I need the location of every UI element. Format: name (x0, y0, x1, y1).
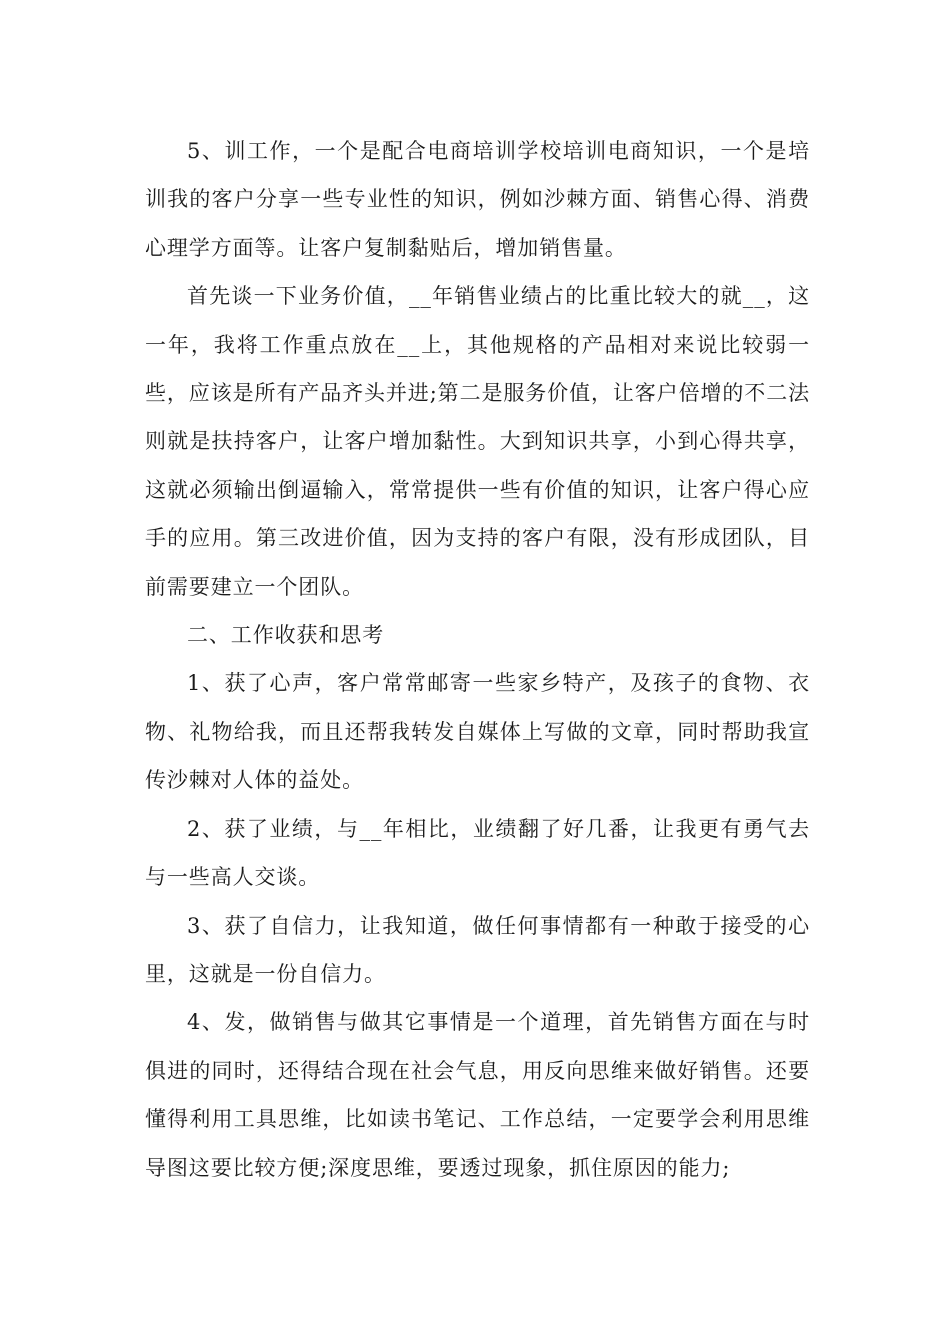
paragraph-training-work: 5、训工作，一个是配合电商培训学校培训电商知识，一个是培训我的客户分享一些专业性的知识，例如沙棘方面、销售心得、消费心理学方面等。让客户复制黏贴后，增加销售量。 (145, 139, 810, 260)
section-heading-gains: 二、工作收获和思考 (187, 623, 385, 648)
paragraph-gain-performance: 2、获了业绩，与__年相比，业绩翻了好几番，让我更有勇气去与一些高人交谈。 (145, 816, 810, 890)
paragraph-gain-voice: 1、获了心声，客户常常邮寄一些家乡特产，及孩子的食物、衣物、礼物给我，而且还帮我转发自媒体上写做的文章，同时帮助我宣传沙棘对人体的益处。 (145, 671, 810, 793)
paragraph-gain-confidence: 3、获了自信力，让我知道，做任何事情都有一种敢于接受的心里，这就是一份自信力。 (145, 913, 810, 986)
paragraph-business-value: 首先谈一下业务价值，__年销售业绩占的比重比较大的就__，这一年，我将工作重点放在__上，其他规格的产品相对来说比较弱一些，应该是所有产品齐头并进;第二是服务价值，让客户倍增的不二法则就是扶持客户，让客户增加黏性。大到知识共享，小到心得共享，这就必须输出倒逼输入，常常提供一些有价值的知识，让客户得心应手的应用。第三改进价值，因为支持的客户有限，没有形成团队，目前需要建立一个团队。 (145, 284, 810, 599)
paragraph-insight: 4、发，做销售与做其它事情是一个道理，首先销售方面在与时俱进的同时，还得结合现在社会气息，用反向思维来做好销售。还要懂得利用工具思维，比如读书笔记、工作总结，一定要学会利用思维导图这要比较方便;深度思维，要透过现象，抓住原因的能力; (145, 1010, 810, 1180)
document-body (145, 127, 810, 1192)
